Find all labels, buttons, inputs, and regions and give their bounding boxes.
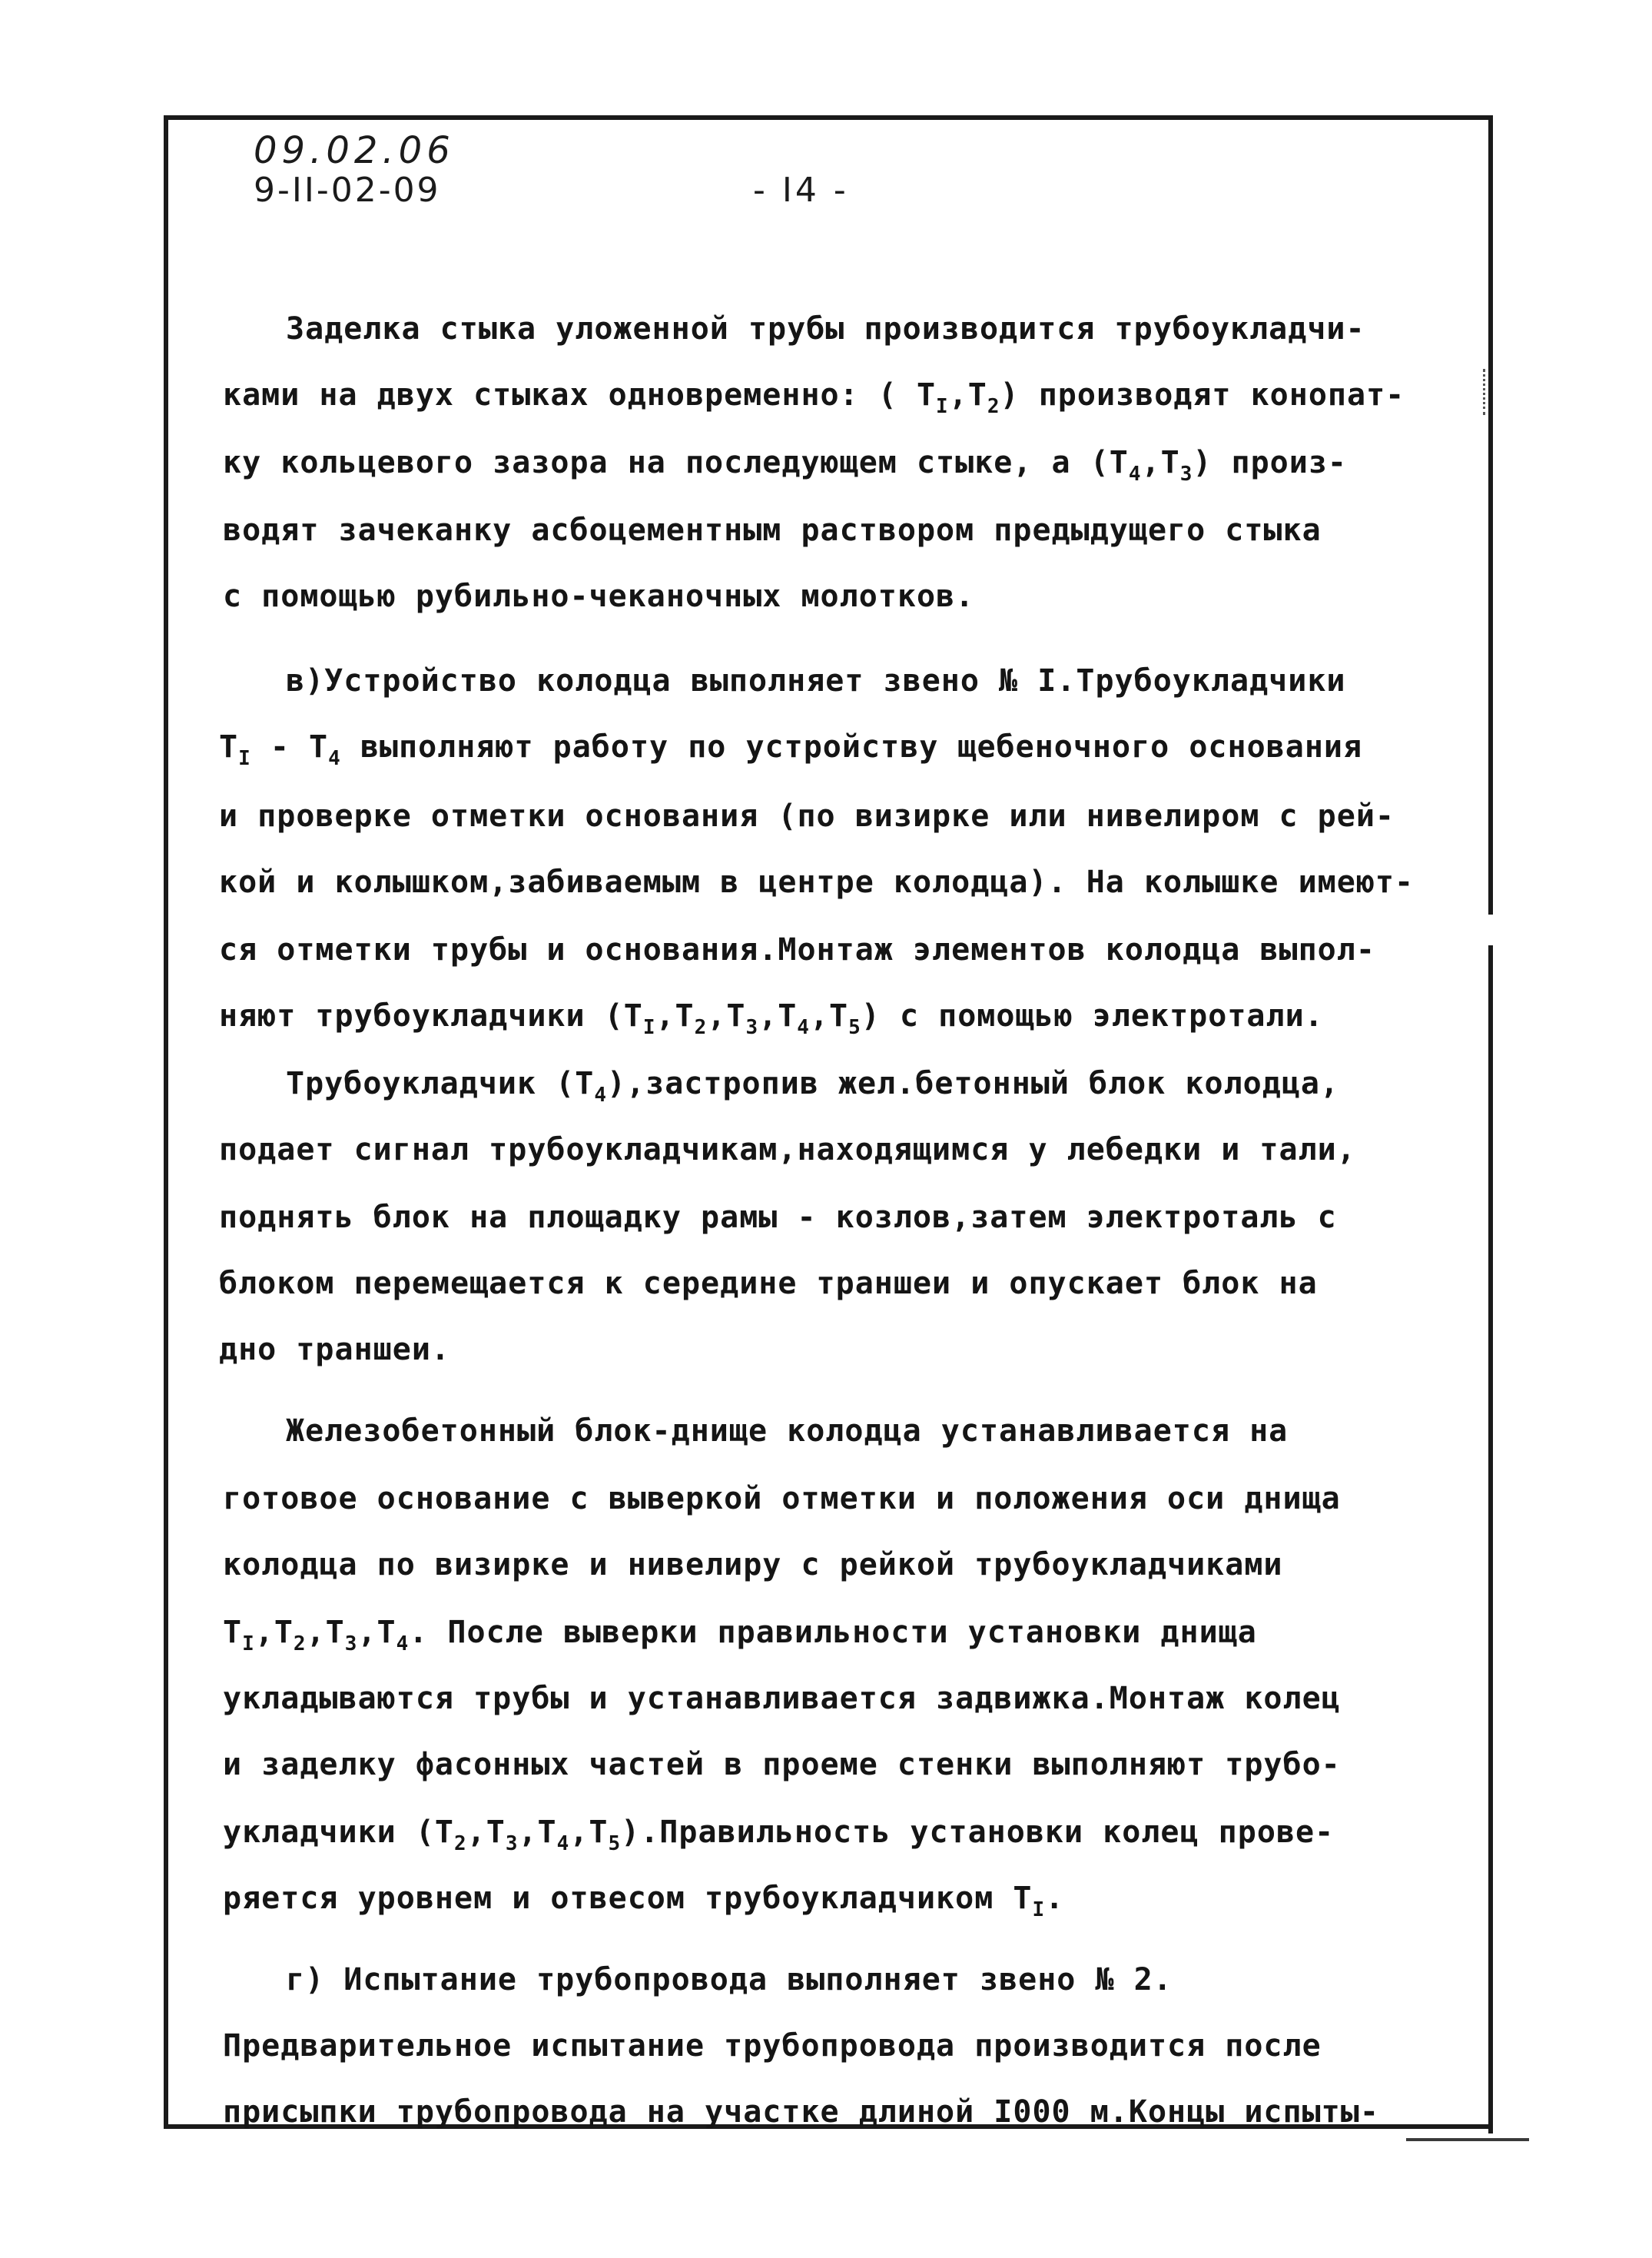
page-number: - I4 - [753, 171, 849, 210]
text-line: и заделку фасонных частей в проеме стенки выполняют трубо- [223, 1747, 1341, 1782]
text-line: в)Устройство колодца выполняет звено № I.Трубоукладчики [286, 663, 1346, 699]
text-line: присыпки трубопровода на участке длиной I000 м.Концы испыты- [223, 2094, 1379, 2130]
frame-right-edge-lower [1488, 945, 1493, 2133]
text-line: Железобетонный блок-днище колодца устанавливается на [286, 1413, 1289, 1449]
text-line: ся отметки трубы и основания.Монтаж элементов колодца выпол- [219, 932, 1375, 968]
text-line: Трубоукладчик $(Т_4),застропив$ жел.бетонный блок колодца, [286, 1066, 1340, 1107]
document-code: 9-II-02-09 [254, 171, 441, 210]
frame-bottom-tail [1406, 2138, 1529, 2141]
text-line: г) Испытание трубопровода выполняет звено № 2. [286, 1962, 1173, 1997]
text-line: ку кольцевого зазора на последующем стыке, а $(Т_4,Т_3)$ произ- [223, 445, 1347, 486]
text-line: с помощью рубильно-чеканочных молотков. [223, 579, 975, 614]
text-line: готовое основание с выверкой отметки и положения оси днища [223, 1481, 1341, 1516]
text-line: поднять блок на площадку рамы - козлов,затем электроталь с [219, 1200, 1337, 1235]
text-line: Предварительное испытание трубопровода производится после [223, 2028, 1322, 2064]
text-line: дно траншеи. [219, 1332, 450, 1367]
text-line: няют трубоукладчики $(Т_I,Т_2,Т_3,Т_4,Т_5)$ с помощью электротали. [219, 998, 1324, 1039]
handwritten-date: 09.02.06 [254, 129, 455, 172]
text-line: $Т_I - Т_4$ выполняют работу по устройству щебеночного основания [219, 729, 1363, 770]
text-line: Заделка стыка уложенной трубы производится трубоукладчи- [286, 311, 1365, 347]
text-line: кой и колышком,забиваемым в центре колодца). На колышке имеют- [219, 865, 1415, 900]
text-line: блоком перемещается к середине траншеи и опускает блок на [219, 1266, 1318, 1301]
text-line: и проверке отметки основания (по визирке или нивелиром с рей- [219, 799, 1395, 834]
frame-right-edge [1488, 115, 1493, 915]
text-line: водят зачеканку асбоцементным раствором предыдущего стыка [223, 513, 1322, 548]
margin-mark [1483, 369, 1488, 415]
text-line: ками на двух стыках одновременно: ( $Т_I,Т_2$) производят конопат- [223, 377, 1405, 418]
text-line: укладчики $(Т_2,Т_3,Т_4,Т_5).Правильность$ установки колец прове- [223, 1815, 1335, 1855]
text-line: ряется уровнем и отвесом трубоукладчиком $Т_I$. [223, 1881, 1065, 1921]
text-line: подает сигнал трубоукладчикам,находящимся у лебедки и тали, [219, 1132, 1356, 1167]
text-line: $Т_I,Т_2,Т_3,Т_4$. После выверки правильности установки днища [223, 1615, 1257, 1655]
text-line: укладываются трубы и устанавливается задвижка.Монтаж колец [223, 1681, 1341, 1716]
text-line: колодца по визирке и нивелиру с рейкой трубоукладчиками [223, 1547, 1283, 1582]
